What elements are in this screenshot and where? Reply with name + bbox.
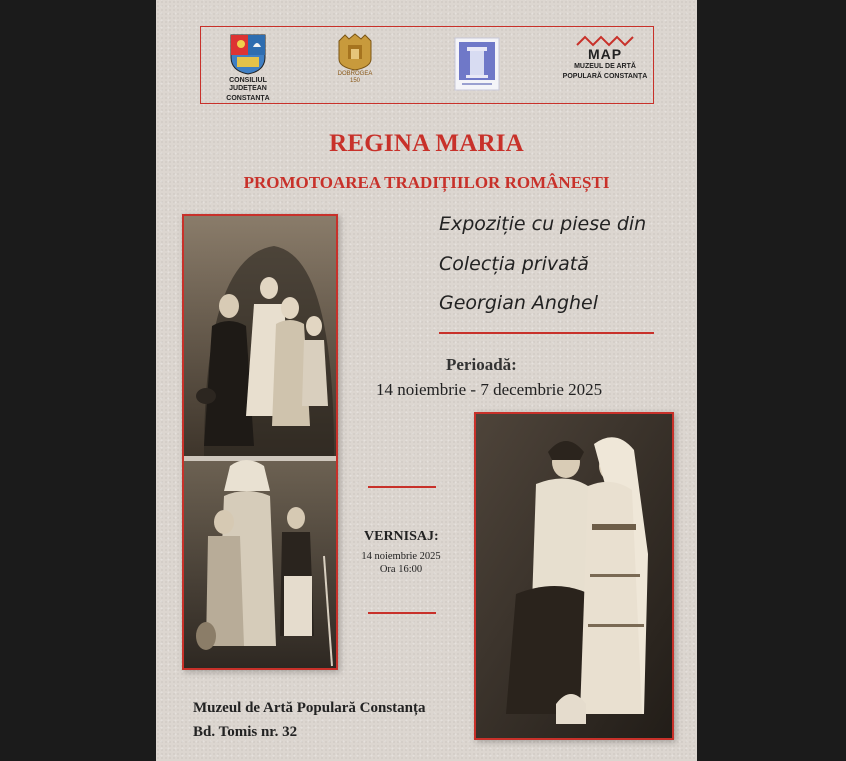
exhibition-line1: Expoziție cu piese din xyxy=(439,213,647,235)
sepia-portrait-image xyxy=(476,414,672,738)
cjc-caption-line2: CONSTANȚA xyxy=(226,95,270,102)
poster-title: REGINA MARIA xyxy=(329,130,524,157)
vernisaj-label: VERNISAJ: xyxy=(364,529,439,544)
divider-rule xyxy=(439,332,654,334)
column-icon xyxy=(454,37,500,91)
left-photo-collage xyxy=(182,214,338,670)
exhibition-line2: Colecția privată xyxy=(439,253,589,275)
museum-column-logo xyxy=(453,37,501,91)
map-pattern-icon xyxy=(575,33,635,47)
logo-bar xyxy=(200,26,654,104)
vernisaj-rule-top xyxy=(368,486,436,488)
cjc-coat-of-arms-icon xyxy=(229,33,267,75)
cjc-caption-line1: CONSILIUL JUDEȚEAN xyxy=(229,77,267,92)
map-wordmark: MAP xyxy=(587,46,623,62)
dobrogea-crest-icon xyxy=(335,33,375,71)
map-caption-line2: POPULARĂ CONSTANȚA xyxy=(562,73,648,80)
poster xyxy=(156,0,697,761)
sepia-photos-image xyxy=(184,216,336,668)
vernisaj-time: Ora 16:00 xyxy=(379,564,423,575)
poster-subtitle: PROMOTOAREA TRADIȚIILOR ROMÂNEȘTI xyxy=(243,173,610,192)
map-logo xyxy=(559,33,651,81)
dobrogea-caption-line1: DOBROGEA xyxy=(337,71,373,77)
cjc-logo xyxy=(211,33,285,103)
period-dates: 14 noiembrie - 7 decembrie 2025 xyxy=(376,380,603,399)
vernisaj-rule-bottom xyxy=(368,612,436,614)
period-label: Perioadă: xyxy=(446,355,517,374)
exhibition-line3: Georgian Anghel xyxy=(439,292,599,314)
address-line1: Muzeul de Artă Populară Constanța xyxy=(193,700,426,716)
map-caption-line1: MUZEUL DE ARTĂ xyxy=(574,63,636,70)
vernisaj-date: 14 noiembrie 2025 xyxy=(361,551,441,562)
right-photo xyxy=(474,412,674,740)
address-line2: Bd. Tomis nr. 32 xyxy=(193,724,298,740)
dobrogea-logo xyxy=(325,33,385,85)
dobrogea-caption-line2: 150 xyxy=(349,78,360,84)
